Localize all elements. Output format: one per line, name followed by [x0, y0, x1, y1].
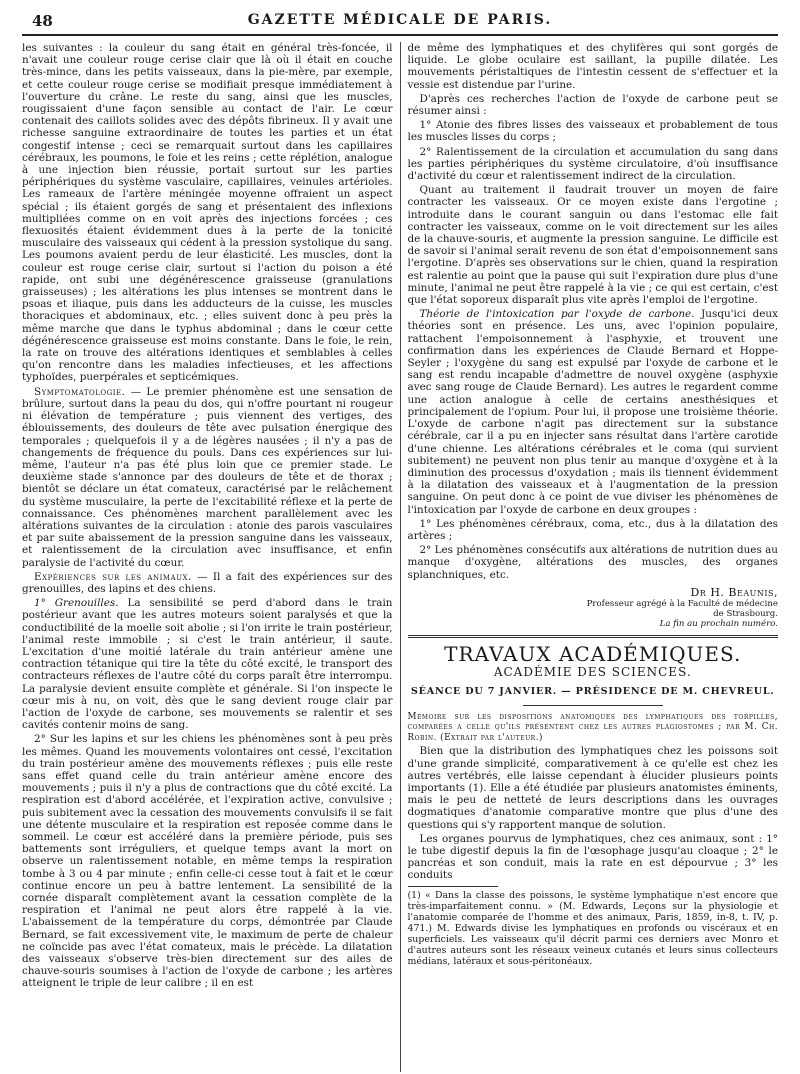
paragraph: 2° Les phénomènes consécutifs aux altérations de nutrition dues au manque d'oxygène, altérations des muscles, des organes splanchniques, etc. [407, 544, 778, 581]
symptomatology-heading: Symptomatologie. [34, 385, 126, 398]
paragraph-experiments [22, 571, 393, 595]
footnote-divider [408, 886, 498, 887]
paragraph: 1° Atonie des fibres lisses des vaisseaux et probablement de tous les muscles lisses du corps ; [407, 119, 778, 144]
section-title: TRAVAUX ACADÉMIQUES. [444, 641, 742, 666]
paragraph-frogs [22, 597, 393, 731]
memoir-title: Mémoire sur les dispositions anatomiques des lymphatiques des torpilles, comparées a celle qu'ils présentent chez les autres plagiostomes ; par M. Ch. Robin. (Extrait par l'auteur.) [407, 711, 778, 743]
two-column-body [22, 42, 778, 1072]
frogs-label: 1° Grenouilles. [34, 597, 119, 610]
right-column [400, 42, 779, 1072]
theory-heading: Théorie de l'intoxication par l'oxyde de carbone. [419, 308, 695, 321]
signature-title: Professeur agrégé à la Faculté de médecine [586, 598, 778, 609]
paragraph: D'après ces recherches l'action de l'oxyde de carbone peut se résumer ainsi : [407, 92, 778, 118]
academy-title: ACADÉMIE DES SCIENCES. [493, 665, 692, 680]
paragraph: Quant au traitement il faudrait trouver un moyen de faire contracter les vaisseaux. Or ce moyen existe dans l'ergotine ; introduite dans le courant sanguin ou dans l'estomac elle fait contracter les vaisseaux, comme on le voit directement sur les ailes de la chauve-souris, et augmente la pression sanguine. Le difficile est de savoir si l'animal serait revenu de son état d'empoisonnement sans l'ergotine. D'après ses observations sur le chien, quand la respiration est ralentie au point que la pause qui suit l'expiration dure plus d'une minute, l'animal ne peut être rappelé à la vie ; ce qui est certain, c'est que l'état soporeux disparaît plus vite après l'emploi de l'ergotine. [407, 184, 778, 307]
footnote: (1) « Dans la classe des poissons, le système lymphatique n'est encore que très-imparfaitement connu. » (M. Edwards, Leçons sur la physiologie et l'anatomie comparée de l'homme et des animaux, Paris, 1859, in-8, t. IV, p. 471.) M. Edwards divise les lymphatiques en profonds ou viscéraux et en superficiels. Les vaisseaux qu'il décrit parmi ces derniers avec Monro et d'autres auteurs sont les réseaux veineux cutanés et leurs sinus collecteurs médians, latéraux et sous-péritonéaux. [407, 889, 778, 967]
experiments-heading: Expériences sur les animaux. [34, 570, 192, 583]
theory-text: Jusqu'ici deux théories sont en présence. Les uns, avec l'opinion populaire, rattachent l'empoisonnement à l'asphyxie, et trouvent une confirmation dans les expériences de Claude Bernard et Hoppe-Seyler ; l'oxygène du sang est expulsé par l'oxyde de carbone et le sang est rendu incapable d'admettre de nouvel oxygène (asphyxie avec sang rouge de Claude Bernard). Les autres le regardent comme une action analogue à celle de certains anesthésiques et principalement de l'opium. Pour lui, il propose une troisième théorie. L'oxyde de carbone n'agit pas directement sur la substance cérébrale, car il a pu en injecter sans résultat dans l'artère carotide d'une chienne. Les altérations cérébrales et le coma (qui survient subitement) ne peuvent non plus tenir au manque d'oxygène et à la diminution des processus d'oxydation ; mais ils tiennent évidemment à la dilatation des vaisseaux et à l'augmentation de la pression sanguine. On peut donc à ce point de vue diviser les phénomènes de l'intoxication par l'oxyde de carbone en deux groupes : [407, 308, 778, 516]
paragraph: les suivantes : la couleur du sang était en général très-foncée, il n'avait une couleur rouge cerise clair que là où il était en couche très-mince, dans les petits vaisseaux, dans la pie-mère, par exemple, et cette couleur rouge cerise se modifiait presque immédiatement à l'ouverture du crâne. Le reste du sang, ainsi que les muscles, rougissaient d'une façon sensible au contact de l'air. Le cœur contenait des caillots solides avec des dépôts fibrineux. Il y avait une richesse sanguine extraordinaire de toutes les parties et un état congestif intense ; ceci se remarquait surtout dans les capillaires cérébraux, les poumons, le foie et les reins ; cette réplétion, analogue à une injection bien réussie, portait surtout sur les parties périphériques du système vasculaire, capillaires, veinules artérioles. Les rameaux de l'artère méningée moyenne offraient un aspect spécial ; ils étaient gorgés de sang et présentaient des inflexions multipliées comme on en voit après des injections forcées ; ces flexuosités étaient évidemment dues à la perte de la tonicité musculaire des vaisseaux qui cédent à la pression systolique du sang. Les poumons avaient perdu de leur élasticité. Les muscles, dont la couleur est rouge cerise clair, surtout si l'action du poison a été rapide, ont subi une dégénérescence graisseuse (granulations graisseuses) ; les altérations les plus intenses se montrent dans le psoas et iliaque, puis dans les adducteurs de la cuisse, les muscles thoraciques et abdominaux, etc. ; elles suivent donc à peu près la même marche que dans le typhus abdominal ; dans le cœur cette dégénérescence graisseuse est moins constante. Dans le foie, le rein, la rate on trouve des altérations identiques et semblables à celles qu'on rencontre dans les maladies infectieuses, et les affections typhoïdes, puerpérales et septicémiques. [22, 42, 393, 384]
continued-note: La fin au prochain numéro. [659, 618, 778, 629]
paragraph: 1° Les phénomènes cérébraux, coma, etc., dus à la dilatation des artères ; [407, 517, 778, 542]
paragraph: Bien que la distribution des lymphatiques chez les poissons soit d'une grande simplicité, comparativement à ce qu'elle est chez les autres vertébrés, elle laisse cependant à élucider plusieurs points importants (1). Elle a été étudiée par plusieurs anatomistes éminents, mais le peu de netteté de leurs descriptions dans les ouvrages dogmatiques d'anatomie comparative montre que plus d'une des questions qui s'y rapportent manque de solution. [407, 745, 778, 831]
paragraph-theory [408, 308, 779, 515]
experiments-text: — Il a fait des expériences sur des grenouilles, des lapins et des chiens. [22, 570, 393, 595]
signature-name: Dr H. Beaunis, [690, 585, 778, 599]
frogs-text: La sensibilité se perd d'abord dans le train postérieur avant que les autres moteurs soient paralysés et que la conductibilité de la moelle soit abolie ; si l'on irrite le train postérieur, l'animal reste immobile ; si c'est le train antérieur, il saute. L'excitation d'une moitié latérale du train antérieur amène une contraction tétanique qui tire la tête du côté excité, le transport des contracteurs réflexes de l'autre côté du corps paraît être interrompu. La paralysie devient ensuite complète et générale. Si l'on inspecte le cœur mis à nu, on voit, dès que le sang devient rouge clair par l'action de l'oxyde de carbone, ses mouvements se ralentir et ses cavités contenir moins de sang. [22, 597, 393, 732]
symptomatology-text: — Le premier phénomène est une sensation de brûlure, surtout dans la peau du dos, qui n'offre pourtant ni rougeur ni élévation de température ; puis viennent des vertiges, des éblouissements, des douleurs de tête avec pulsation énergique des temporales ; quelquefois il y a de légères nausées ; il n'y a pas de changements de fréquence du pouls. Dans ces expériences sur lui-même, l'auteur n'a pas été plus loin que ce premier stade. Le deuxième stade s'annonce par des douleurs de tête et de thorax ; bientôt se déclare un état comateux, caractérisé par le relâchement du système musculaire, la perte de l'excitabilité réflexe et la perte de connaissance. Ces phénomènes marchent parallèlement avec les altérations suivantes de la circulation : atonie des parois vasculaires et par suite abaissement de la pression sanguine dans les vaisseaux, et ralentissement de la circulation avec insuffisance, et enfin paralysie de l'activité du cœur. [22, 385, 393, 569]
paragraph-rabbits: 2° Sur les lapins et sur les chiens les phénomènes sont à peu près les mêmes. Quand les mouvements volontaires ont cessé, l'excitation du train postérieur amène des mouvements réflexes ; puis elle reste sans effet quand celle du train antérieur amène encore des mouvements ; puis il n'y a plus de contractions que du côté excité. La respiration est d'abord accélérée, et l'expiration active, convulsive ; puis subitement avec la cessation des mouvements convulsifs il se fait une détente musculaire et la respiration est reposée comme dans le sommeil. Le cœur est accéléré dans la première période, puis ses battements sont irréguliers, et quelque temps avant la mort on observe un ralentissement notable, en même temps la respiration tombe à 3 ou 4 par minute ; enfin celle-ci cesse tout à fait et le cœur continue encore un peu à battre lentement. La sensibilité de la cornée disparaît complètement avant la cessation complète de la respiration et l'animal ne peut alors être rappelé à la vie. L'abaissement de la température du corps, démontrée par Claude Bernard, se fait excessivement vite, le maximum de perte de chaleur ne coïncide pas avec l'état comateux, mais le précède. La dilatation des vaisseaux s'observe très-bien directement sur des ailes de chauve-souris soumises à l'action de l'oxyde de carbone ; les artères atteignent le triple de leur calibre ; il en est [22, 733, 393, 990]
section-divider [408, 635, 779, 638]
left-column [22, 42, 400, 1072]
divider [523, 705, 663, 706]
signature-place: de Strasbourg. [713, 608, 778, 619]
paragraph: 2° Ralentissement de la circulation et accumulation du sang dans les parties périphériques du système circulatoire, d'où insuffisance d'activité du cœur et ralentissement indirect de la circulation. [407, 145, 778, 183]
paragraph: Les organes pourvus de lymphatiques, chez ces animaux, sont : 1° le tube digestif depuis la fin de l'œsophage jusqu'au cloaque ; 2° le pancréas et son conduit, mais la rate en est dépourvue ; 3° les conduits [407, 832, 778, 882]
paragraph: de même des lymphatiques et des chylifères qui sont gorgés de liquide. Le globe oculaire est saillant, la pupille dilatée. Les mouvements péristaltiques de l'intestin cessent de s'effectuer et la vessie est distendue par l'urine. [407, 42, 778, 91]
page-number: 48 [32, 12, 53, 30]
paragraph-symptomatology [22, 386, 393, 569]
page-header [22, 8, 778, 36]
running-title: GAZETTE MÉDICALE DE PARIS. [247, 12, 553, 28]
signature-block [408, 587, 779, 629]
session-line: SÉANCE DU 7 JANVIER. — PRÉSIDENCE DE M. CHEVREUL. [410, 686, 775, 698]
